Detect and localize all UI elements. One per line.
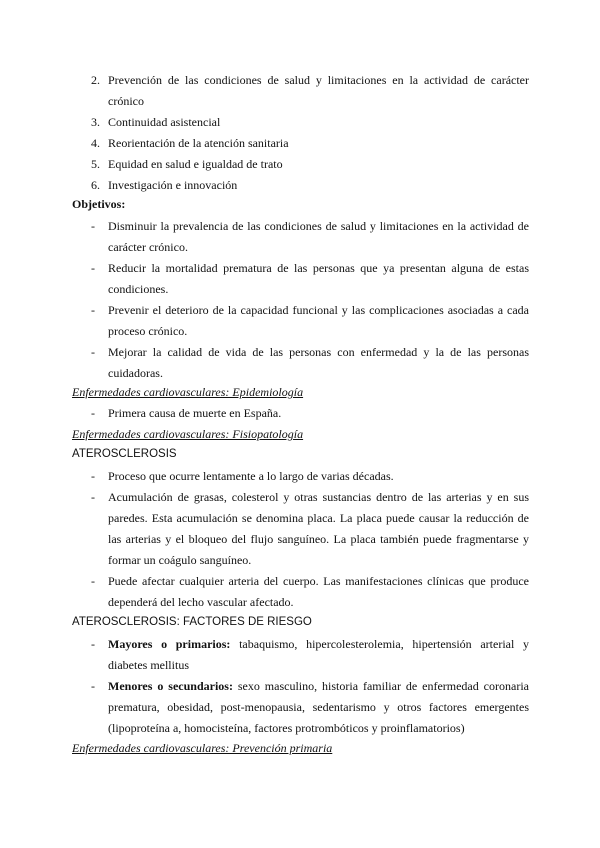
bullet-dash: - bbox=[91, 469, 95, 483]
objetivo-text: carácter crónico. bbox=[108, 240, 188, 254]
factores-mayores-text: diabetes mellitus bbox=[108, 658, 189, 672]
objetivo-text: proceso crónico. bbox=[108, 324, 188, 338]
list-item-text: Equidad en salud e igualdad de trato bbox=[108, 157, 283, 171]
fisiopatologia-text: dependerá del lecho vascular afectado. bbox=[108, 595, 294, 609]
bullet-dash: - bbox=[91, 679, 95, 693]
epidemiologia-heading: Enfermedades cardiovasculares: Epidemiología bbox=[72, 385, 304, 399]
objetivo-text: Mejorar la calidad de vida de las personas con enfermedad y la de las personas bbox=[108, 345, 529, 359]
bullet-dash: - bbox=[91, 490, 95, 504]
bullet-dash: - bbox=[91, 345, 95, 359]
bullet-dash: - bbox=[91, 219, 95, 233]
factores-menores-text: Menores o secundarios: sexo masculino, historia familiar de enfermedad coronaria bbox=[108, 679, 529, 693]
list-number: 2. bbox=[91, 73, 100, 87]
bullet-dash: - bbox=[91, 574, 95, 588]
objetivo-text: Reducir la mortalidad prematura de las personas que ya presentan alguna de estas bbox=[108, 261, 529, 275]
list-item-text: Prevención de las condiciones de salud y limitaciones en la actividad de carácter bbox=[108, 73, 529, 87]
fisiopatologia-text: Puede afectar cualquier arteria del cuerpo. Las manifestaciones clínicas que produce bbox=[108, 574, 529, 588]
factores-mayores-text: Mayores o primarios: tabaquismo, hipercolesterolemia, hipertensión arterial y bbox=[108, 637, 529, 651]
objetivo-text: cuidadoras. bbox=[108, 366, 163, 380]
list-item-text: crónico bbox=[108, 94, 144, 108]
factores-menores-label: Menores o secundarios: bbox=[108, 679, 233, 693]
factores-menores-text: prematura, obesidad, post-menopausia, sedentarismo y otros factores emergentes bbox=[108, 700, 529, 714]
prevencion-heading: Enfermedades cardiovasculares: Prevención primaria bbox=[72, 741, 333, 755]
list-item-text: Continuidad asistencial bbox=[108, 115, 221, 129]
list-number: 4. bbox=[91, 136, 100, 150]
list-number: 6. bbox=[91, 178, 100, 192]
list-number: 3. bbox=[91, 115, 100, 129]
objetivo-text: Disminuir la prevalencia de las condiciones de salud y limitaciones en la actividad de bbox=[108, 219, 529, 233]
fisiopatologia-text: Proceso que ocurre lentamente a lo largo de varias décadas. bbox=[108, 469, 394, 483]
fisiopatologia-text: formar un coágulo sanguíneo. bbox=[108, 553, 252, 567]
epidemiologia-text: Primera causa de muerte en España. bbox=[108, 406, 282, 420]
objetivo-text: Prevenir el deterioro de la capacidad funcional y las complicaciones asociadas a cada bbox=[108, 303, 529, 317]
bullet-dash: - bbox=[91, 406, 95, 420]
bullet-dash: - bbox=[91, 261, 95, 275]
factores-menores-text: (lipoproteína a, homocisteína, factores protrombóticos y proinflamatorios) bbox=[108, 721, 465, 735]
bullet-dash: - bbox=[91, 637, 95, 651]
fisiopatologia-heading: Enfermedades cardiovasculares: Fisiopatología bbox=[72, 427, 304, 441]
fisiopatologia-text: paredes. Esta acumulación se denomina placa. La placa puede causar la reducción de bbox=[108, 511, 529, 525]
list-number: 5. bbox=[91, 157, 100, 171]
factores-heading: ATEROSCLEROSIS: FACTORES DE RIESGO bbox=[72, 616, 312, 628]
fisiopatologia-text: las arterias y el bloqueo del flujo sanguíneo. La placa también puede fragmentarse y bbox=[108, 532, 529, 546]
objetivos-heading: Objetivos: bbox=[72, 197, 126, 211]
list-item-text: Investigación e innovación bbox=[108, 178, 238, 192]
bullet-dash: - bbox=[91, 303, 95, 317]
fisiopatologia-text: Acumulación de grasas, colesterol y otras sustancias dentro de las arterias y en sus bbox=[108, 490, 529, 504]
objetivo-text: condiciones. bbox=[108, 282, 169, 296]
factores-mayores-label: Mayores o primarios: bbox=[108, 637, 231, 651]
list-item-text: Reorientación de la atención sanitaria bbox=[108, 136, 289, 150]
aterosclerosis-subheading: ATEROSCLEROSIS bbox=[72, 448, 177, 460]
